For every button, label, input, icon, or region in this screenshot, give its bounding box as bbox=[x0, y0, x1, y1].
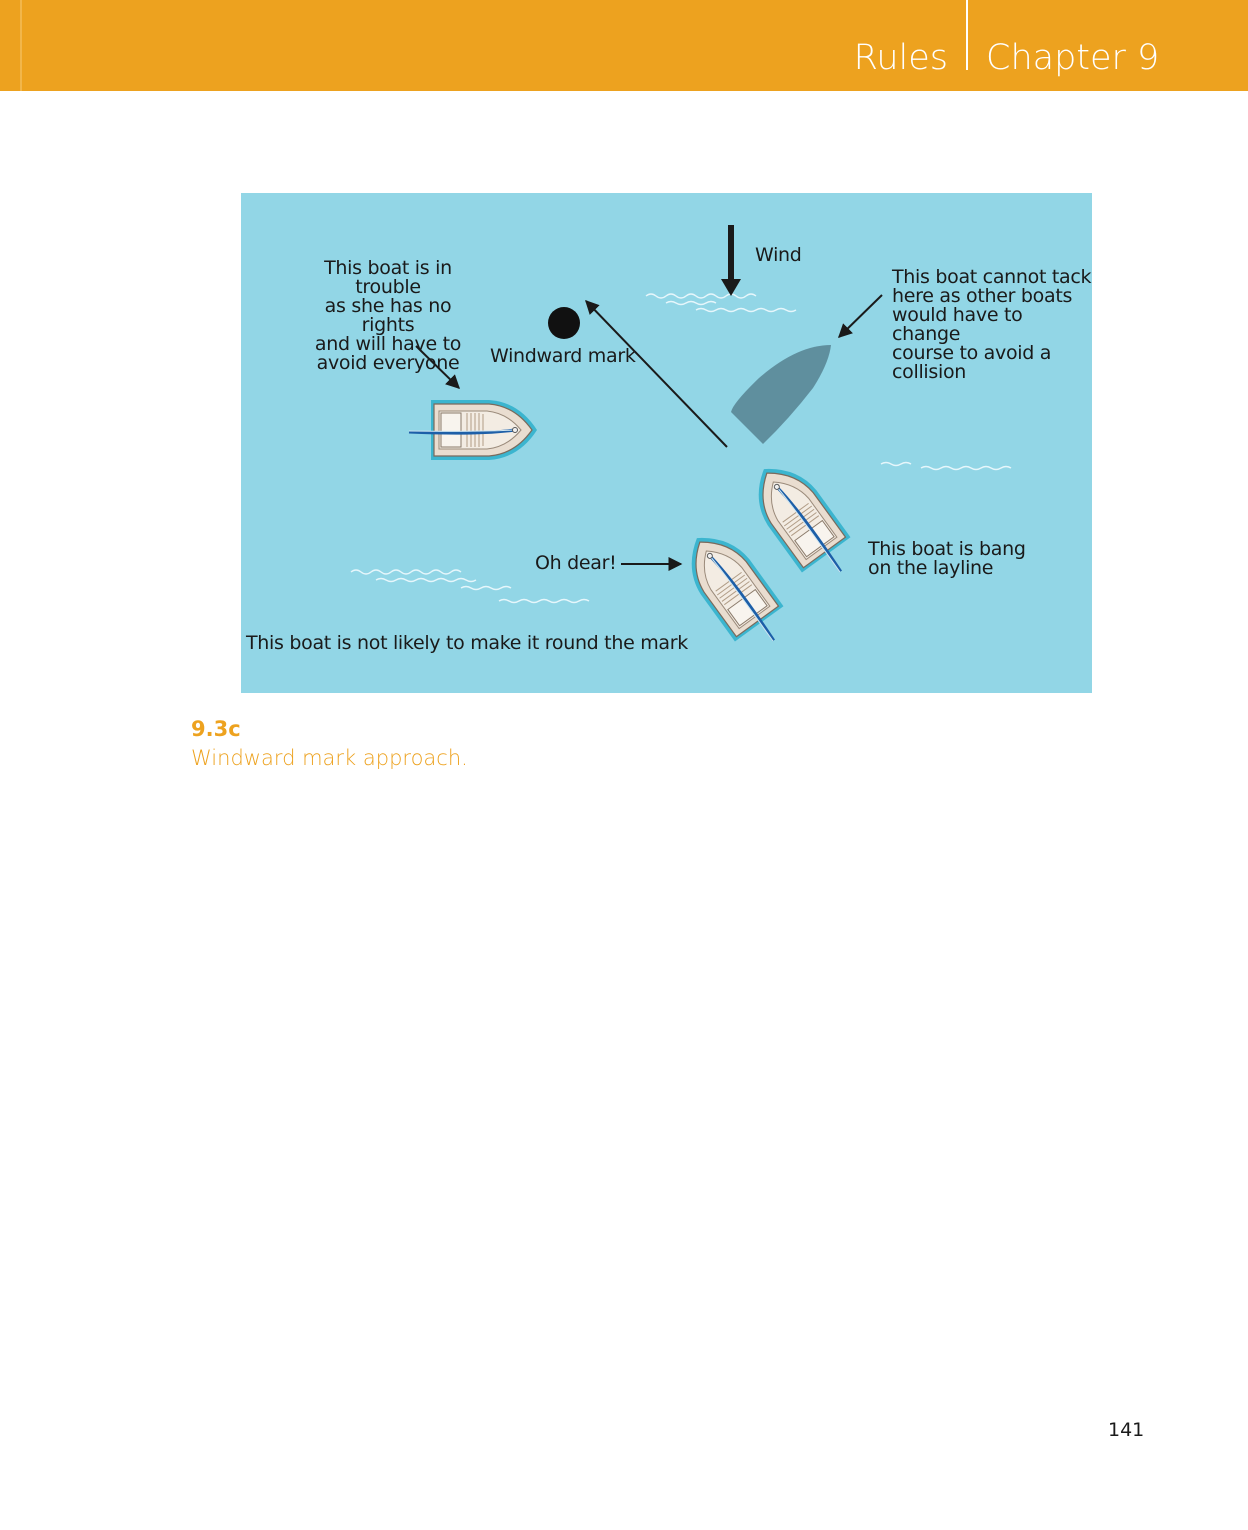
oh-dear-label: Oh dear! bbox=[535, 552, 617, 574]
windward-mark-diagram bbox=[241, 193, 1092, 693]
cannot-tack-label-line: collision bbox=[892, 361, 967, 383]
layline-label-line: on the layline bbox=[868, 557, 994, 579]
figure-number: 9.3c bbox=[191, 717, 241, 741]
trouble-boat-label-line: This boat is in trouble bbox=[324, 257, 452, 298]
page-number: 141 bbox=[1108, 1419, 1145, 1441]
cannot-tack-label bbox=[892, 268, 1092, 382]
trouble-boat-label-line: and will have to bbox=[314, 333, 462, 355]
windward-mark-buoy bbox=[548, 307, 580, 339]
layline-label-line: This boat is bang bbox=[868, 538, 1026, 560]
not-likely-label: This boat is not likely to make it round the mark bbox=[246, 632, 688, 654]
cannot-tack-label-line: would have to change bbox=[892, 304, 1023, 345]
figure-caption: Windward mark approach. bbox=[191, 746, 468, 770]
cannot-tack-label-line: course to avoid a bbox=[892, 342, 1052, 364]
cannot-tack-label-line: here as other boats bbox=[892, 285, 1073, 307]
trouble-boat-label-line: avoid everyone bbox=[316, 352, 460, 374]
wind-label: Wind bbox=[755, 244, 802, 266]
header-divider bbox=[966, 0, 968, 70]
header-chapter-title: Chapter 9 bbox=[986, 38, 1160, 78]
cannot-tack-label-line: This boat cannot tack bbox=[892, 266, 1092, 288]
trouble-boat-label-line: as she has no rights bbox=[324, 295, 452, 336]
windward-mark-label: Windward mark bbox=[490, 345, 636, 367]
header-section-title: Rules bbox=[853, 38, 948, 78]
header-edge-line bbox=[20, 0, 22, 91]
page-header bbox=[0, 0, 1248, 91]
layline-label bbox=[868, 540, 1026, 578]
trouble-boat-label bbox=[297, 259, 479, 373]
